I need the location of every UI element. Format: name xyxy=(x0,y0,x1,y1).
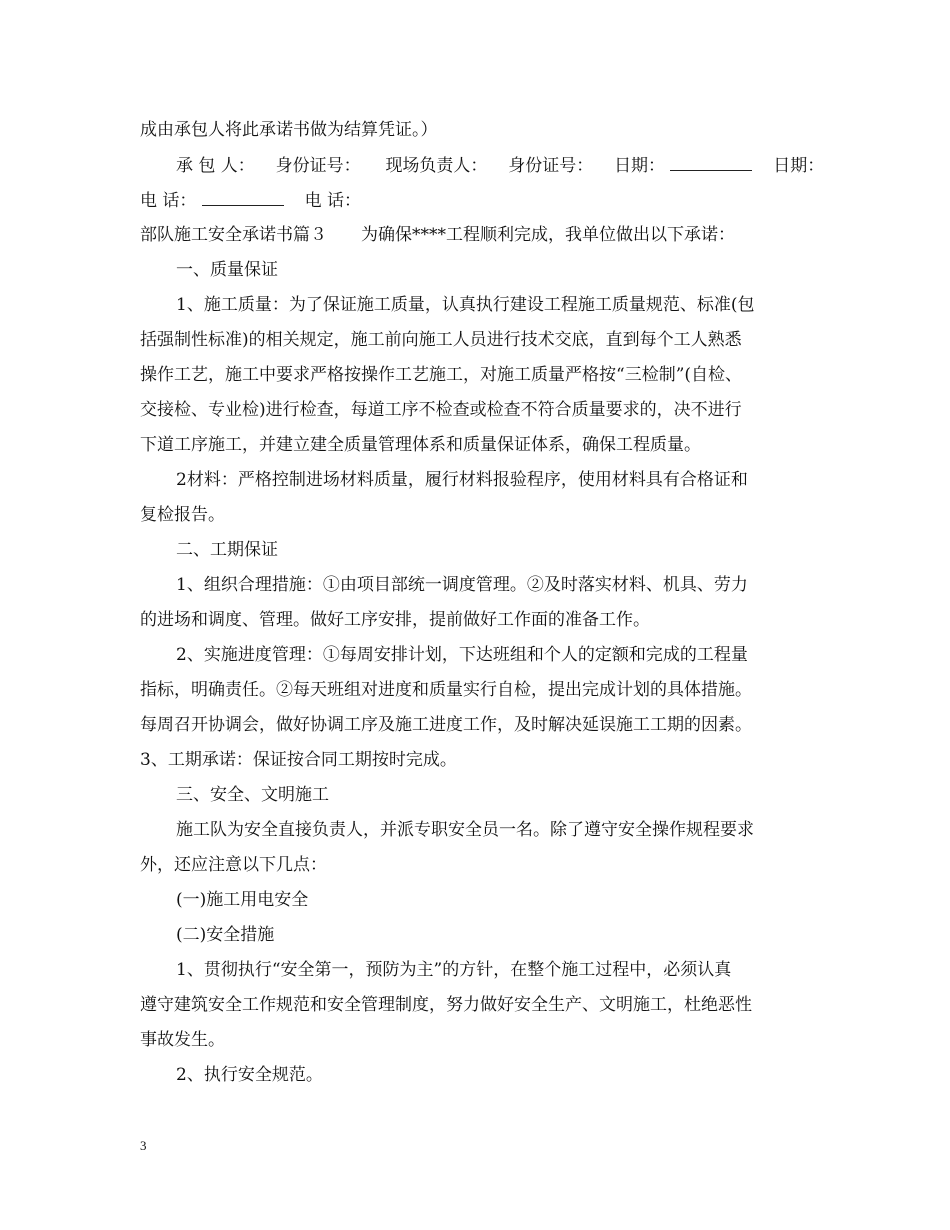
date-blank-1 xyxy=(670,154,752,171)
paragraph-line: 1、组织合理措施：①由项目部统一调度管理。②及时落实材料、机具、劳力 xyxy=(176,575,748,595)
paragraph-line: 2、实施进度管理：①每周安排计划，下达班组和个人的定额和完成的工程量 xyxy=(176,645,748,665)
section-heading-line: 部队施工安全承诺书篇３ 为确保****工程顺利完成，我单位做出以下承诺： xyxy=(140,225,735,245)
paragraph-line: 括强制性标准)的相关规定，施工前向施工人员进行技术交底，直到每个工人熟悉 xyxy=(140,330,742,350)
contractor-label: 承 包 人： xyxy=(176,156,255,176)
phone-label-2: 电 话： xyxy=(304,191,362,211)
paragraph-line: 遵守建筑安全工作规范和安全管理制度，努力做好安全生产、文明施工，杜绝恶性 xyxy=(140,995,752,1015)
phone-label-1: 电 话： xyxy=(140,191,197,211)
section-heading-schedule: 二、工期保证 xyxy=(176,540,278,560)
signature-row-2 xyxy=(140,189,820,212)
paragraph-line: 的进场和调度、管理。做好工序安排，提前做好工作面的准备工作。 xyxy=(140,610,650,630)
paragraph-line: 复检报告。 xyxy=(140,505,225,525)
paragraph-line: 施工队为安全直接负责人，并派专职安全员一名。除了遵守安全操作规程要求 xyxy=(176,820,754,840)
signature-row-1 xyxy=(176,154,825,177)
site-manager-label: 现场负责人： xyxy=(385,156,488,176)
date-label-1: 日期： xyxy=(614,156,666,176)
paragraph-line: 1、施工质量：为了保证施工质量，认真执行建设工程施工质量规范、标准(包 xyxy=(176,295,755,315)
paragraph-line: 2材料：严格控制进场材料质量，履行材料报验程序，使用材料具有合格证和 xyxy=(176,470,748,490)
page-number: 3 xyxy=(140,1138,147,1153)
subheading-measures: (二)安全措施 xyxy=(176,925,275,945)
paragraph-line: 2、执行安全规范。 xyxy=(176,1065,323,1085)
id-label-2: 身份证号： xyxy=(508,156,594,176)
paragraph-line: 3、工期承诺：保证按合同工期按时完成。 xyxy=(140,750,457,770)
paragraph-line: 下道工序施工，并建立建全质量管理体系和质量保证体系，确保工程质量。 xyxy=(140,435,701,455)
subheading-electrical: (一)施工用电安全 xyxy=(176,890,309,910)
paragraph-line: 交接检、专业检)进行检查，每道工序不检查或检查不符合质量要求的，决不进行 xyxy=(140,400,742,420)
section-heading-safety: 三、安全、文明施工 xyxy=(176,785,329,805)
id-label-1: 身份证号： xyxy=(275,156,361,176)
paragraph-line: 1、贯彻执行“安全第一，预防为主”的方针，在整个施工过程中，必须认真 xyxy=(176,960,732,980)
paragraph-line: 操作工艺，施工中要求严格按操作工艺施工，对施工质量严格按“三检制”(自检、 xyxy=(140,365,743,385)
paragraph-line: 指标，明确责任。②每天班组对进度和质量实行自检，提出完成计划的具体措施。 xyxy=(140,680,752,700)
paragraph-line: 成由承包人将此承诺书做为结算凭证。） xyxy=(140,120,438,140)
date-label-2: 日期： xyxy=(773,156,825,176)
paragraph-line: 外，还应注意以下几点： xyxy=(140,855,327,875)
paragraph-line: 每周召开协调会，做好协调工序及施工进度工作，及时解决延误施工工期的因素。 xyxy=(140,715,752,735)
phone-blank-1 xyxy=(202,189,284,206)
paragraph-line: 事故发生。 xyxy=(140,1030,225,1050)
section-heading-quality: 一、质量保证 xyxy=(176,260,278,280)
